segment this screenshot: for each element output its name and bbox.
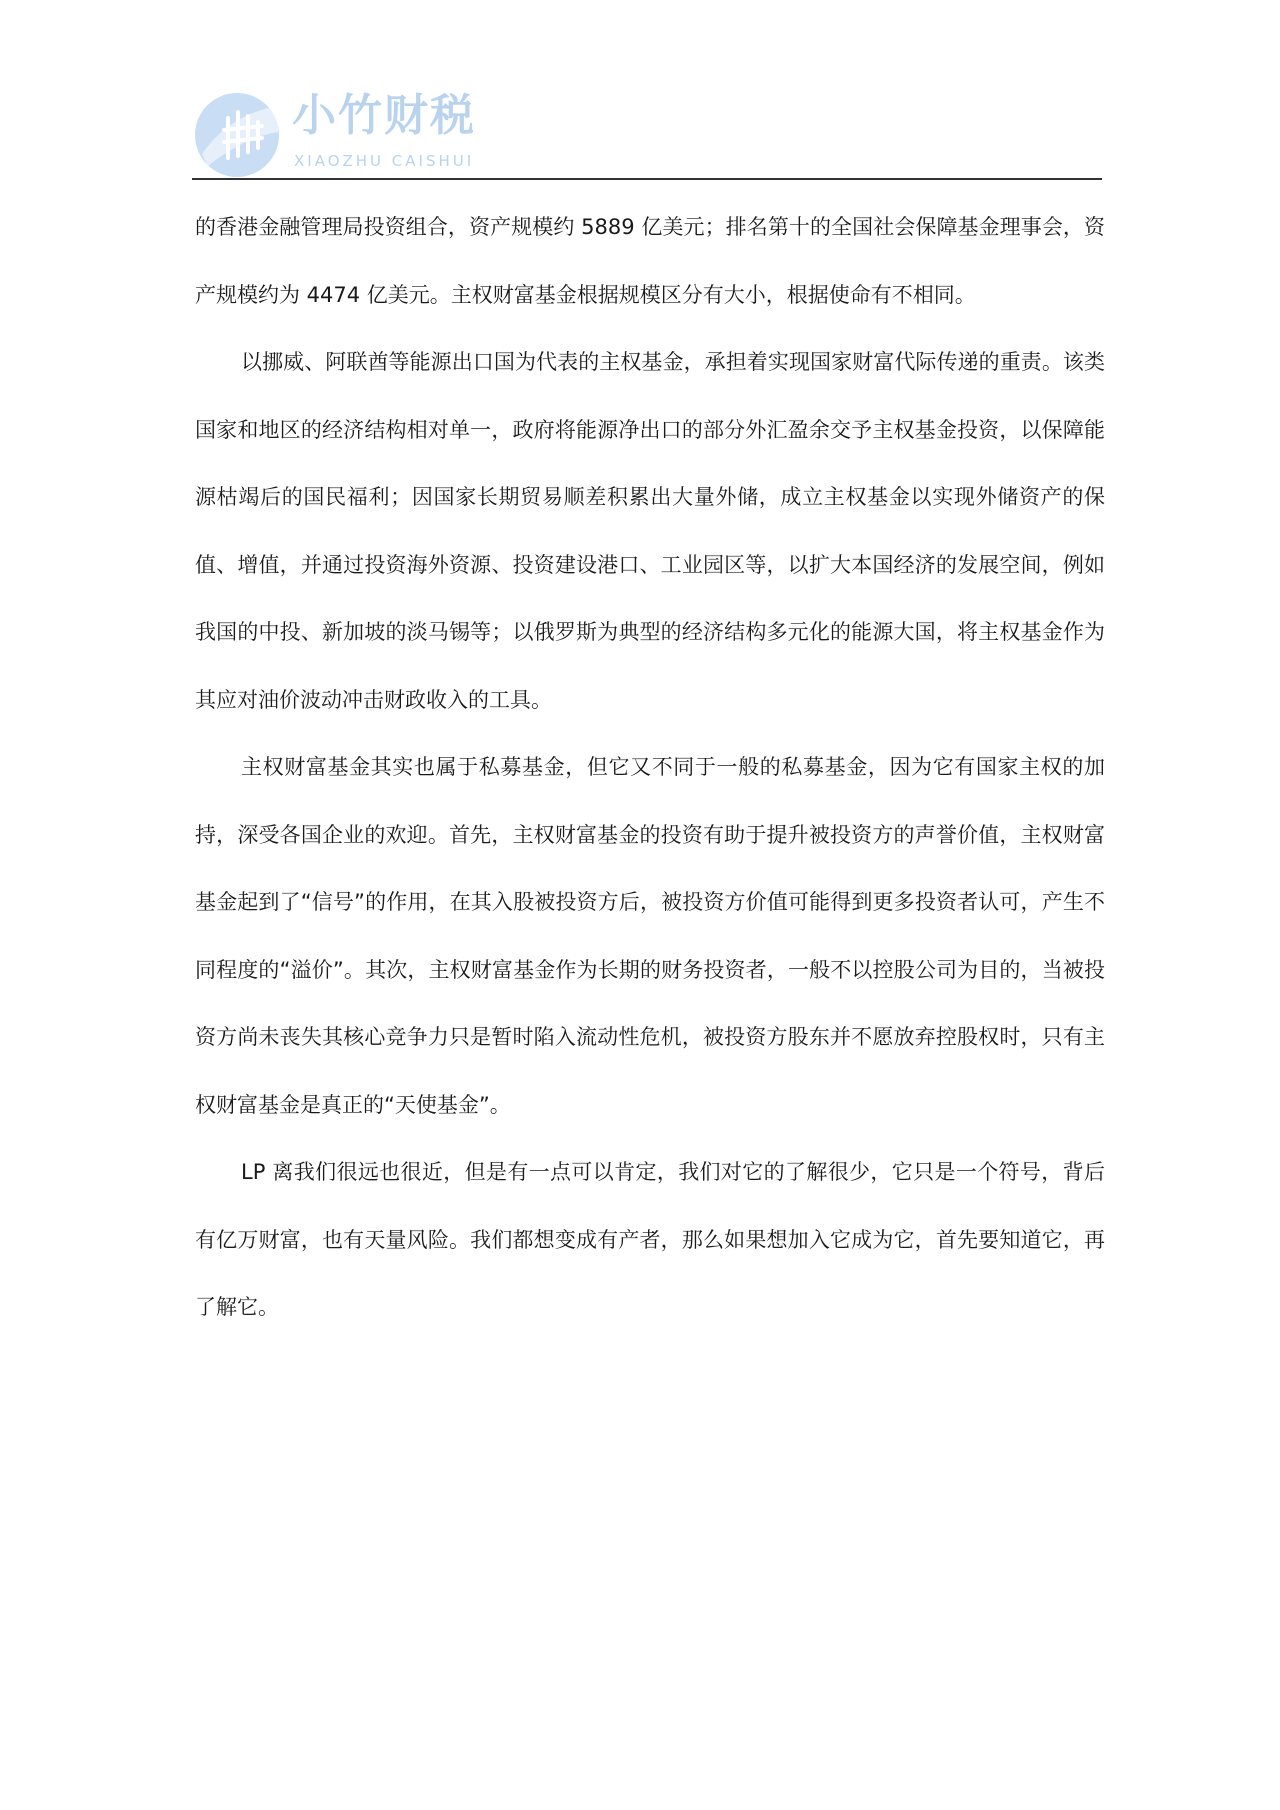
paragraph: LP 离我们很远也很近，但是有一点可以肯定，我们对它的了解很少，它只是一个符号，背后有亿万财富，也有天量风险。我们都想变成有产者，那么如果想加入它成为它，首先要知道它，再了解它。 <box>195 1160 1105 1319</box>
document-body <box>195 194 1105 1342</box>
paragraph: 以挪威、阿联酋等能源出口国为代表的主权基金，承担着实现国家财富代际传递的重责。该类国家和地区的经济结构相对单一，政府将能源净出口的部分外汇盈余交予主权基金投资，以保障能源枯竭后的国民福利；因国家长期贸易顺差积累出大量外储，成立主权基金以实现外储资产的保值、增值，并通过投资海外资源、投资建设港口、工业园区等，以扩大本国经济的发展空间，例如我国的中投、新加坡的淡马锡等；以俄罗斯为典型的经济结构多元化的能源大国，将主权基金作为其应对油价波动冲击财政收入的工具。 <box>195 350 1105 712</box>
paragraph: 主权财富基金其实也属于私募基金，但它又不同于一般的私募基金，因为它有国家主权的加持，深受各国企业的欢迎。首先，主权财富基金的投资有助于提升被投资方的声誉价值，主权财富基金起到了“信号”的作用，在其入股被投资方后，被投资方价值可能得到更多投资者认可，产生不同程度的“溢价”。其次，主权财富基金作为长期的财务投资者，一般不以控股公司为目的，当被投资方尚未丧失其核心竞争力只是暂时陷入流动性危机，被投资方股东并不愿放弃控股权时，只有主权财富基金是真正的“天使基金”。 <box>195 755 1105 1117</box>
brand-subtitle: XIAOZHU CAISHUI <box>294 152 475 170</box>
page-header <box>192 88 1102 180</box>
brand-name: 小竹财税 <box>292 90 476 141</box>
bamboo-logo-icon <box>194 92 280 178</box>
header-divider <box>192 178 1102 180</box>
paragraph: 的香港金融管理局投资组合，资产规模约 5889 亿美元；排名第十的全国社会保障基金理事会，资产规模约为 4474 亿美元。主权财富基金根据规模区分有大小，根据使命有不相同。 <box>195 215 1105 307</box>
